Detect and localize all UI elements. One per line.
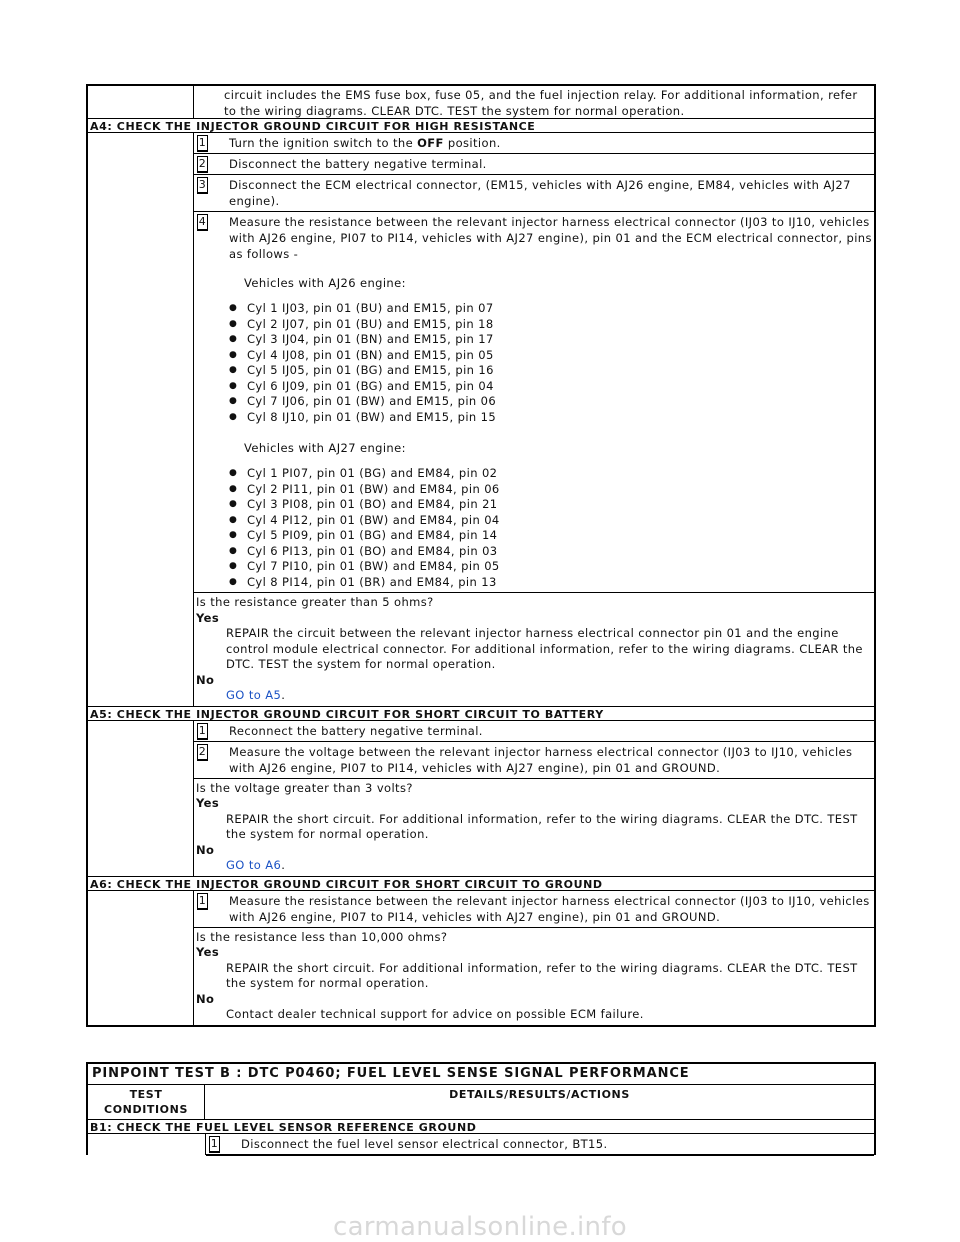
a5-header: A5: CHECK THE INJECTOR GROUND CIRCUIT FOR SHORT CIRCUIT TO BATTERY: [88, 706, 874, 720]
step-text: Disconnect the fuel level sensor electrical connector, BT15.: [241, 1137, 608, 1151]
yes-label: Yes: [196, 796, 220, 810]
yes-action: REPAIR the circuit between the relevant injector harness electrical connector pin 01 and the engine control module electrical connector. For additional information, refer to the wiring diagrams. CLEAR the DTC. TEST the system for normal operation.: [226, 626, 863, 671]
step-text: Disconnect the battery negative terminal.: [229, 157, 487, 171]
step-text: Disconnect the ECM electrical connector, (EM15, vehicles with AJ26 engine, EM84, vehicles with AJ27 engine).: [229, 178, 851, 208]
step-number: 2: [197, 156, 208, 173]
pinpoint-test-b-table: [86, 1062, 876, 1155]
watermark: carmanualsonline.info: [332, 1212, 627, 1242]
a5-step-1: [194, 721, 874, 742]
test-conditions-cell: [88, 721, 194, 876]
a6-body: [88, 890, 874, 1025]
punctuation: .: [281, 858, 286, 872]
continuation-row: [88, 86, 874, 118]
a5-step-2: [194, 742, 874, 779]
a4-header: A4: CHECK THE INJECTOR GROUND CIRCUIT FOR HIGH RESISTANCE: [88, 118, 874, 132]
test-conditions-cell: [88, 86, 194, 118]
question-text: Is the resistance greater than 5 ohms?: [196, 595, 434, 609]
a4-body: [88, 132, 874, 706]
step-text: Measure the resistance between the relevant injector harness electrical connector (IJ03 to IJ10, vehicles with AJ26 engine, PI07 to PI14, vehicles with AJ27 engine), pin 01 and GROUND.: [229, 893, 870, 924]
list-item: ● Cyl 3 PI08, pin 01 (BO) and EM84, pin 21: [229, 497, 872, 513]
list-item: ● Cyl 8 IJ10, pin 01 (BW) and EM15, pin 15: [229, 410, 872, 426]
list-item: ● Cyl 2 IJ07, pin 01 (BU) and EM15, pin 18: [229, 317, 872, 333]
yes-label: Yes: [196, 945, 220, 959]
no-label: No: [196, 672, 215, 687]
col-details: DETAILS/RESULTS/ACTIONS: [449, 1088, 630, 1101]
no-action: Contact dealer technical support for advice on possible ECM failure.: [226, 1007, 644, 1021]
list-item: ● Cyl 1 IJ03, pin 01 (BU) and EM15, pin 07: [229, 301, 872, 317]
punctuation: .: [281, 688, 286, 702]
yes-action: REPAIR the short circuit. For additional information, refer to the wiring diagrams. CLEAR the DTC. TEST the system for normal operation.: [226, 960, 858, 990]
list-item: ● Cyl 7 IJ06, pin 01 (BW) and EM15, pin 06: [229, 394, 872, 410]
a4-step-1: [194, 133, 874, 154]
a4-step-3: [194, 175, 874, 212]
a4-step-4: [194, 212, 874, 593]
aj27-pin-list: [229, 466, 872, 590]
go-to-a6-link[interactable]: GO to A6: [226, 858, 282, 872]
list-item: ● Cyl 4 IJ08, pin 01 (BN) and EM15, pin 05: [229, 348, 872, 364]
a5-result: [194, 779, 874, 876]
continuation-text: circuit includes the EMS fuse box, fuse 05, and the fuel injection relay. For additional information, refer to the wiring diagrams. CLEAR DTC. TEST the system for normal operation.: [224, 88, 858, 118]
a4-step-2: [194, 154, 874, 175]
list-item: ● Cyl 6 PI13, pin 01 (BO) and EM84, pin 03: [229, 544, 872, 560]
question-text: Is the resistance less than 10,000 ohms?: [196, 929, 448, 944]
list-item: ● Cyl 2 PI11, pin 01 (BW) and EM84, pin 06: [229, 482, 872, 498]
step-number: 1: [209, 1136, 220, 1153]
pinpoint-test-b-title: PINPOINT TEST B : DTC P0460; FUEL LEVEL SENSE SIGNAL PERFORMANCE: [92, 1066, 690, 1081]
aj27-label: Vehicles with AJ27 engine:: [244, 441, 406, 455]
list-item: ● Cyl 5 PI09, pin 01 (BG) and EM84, pin 14: [229, 528, 872, 544]
step-text: Turn the ignition switch to the: [229, 136, 418, 150]
go-to-a5-link[interactable]: GO to A5: [226, 688, 282, 702]
aj26-pin-list: [229, 301, 872, 425]
test-conditions-cell: [88, 133, 194, 706]
list-item: ● Cyl 6 IJ09, pin 01 (BG) and EM15, pin 04: [229, 379, 872, 395]
step-number: 2: [197, 744, 208, 761]
step-number: 1: [197, 723, 208, 740]
col-test-conditions: TEST CONDITIONS: [88, 1085, 205, 1119]
step-number: 3: [197, 177, 208, 194]
list-item: ● Cyl 1 PI07, pin 01 (BG) and EM84, pin 02: [229, 466, 872, 482]
step-text: Measure the resistance between the relevant injector harness electrical connector (IJ03 to IJ10, vehicles with AJ26 engine, PI07 to PI14, vehicles with AJ27 engine), pin 01 and the ECM electrical connector, pins as follows -: [229, 215, 872, 261]
no-label: No: [196, 991, 215, 1006]
yes-label: Yes: [196, 610, 220, 625]
a4-result: [194, 593, 874, 706]
b1-step-1: [206, 1134, 874, 1156]
a6-result: [194, 928, 874, 1025]
yes-action: REPAIR the short circuit. For additional information, refer to the wiring diagrams. CLEAR the DTC. TEST the system for normal operation.: [226, 811, 858, 841]
list-item: ● Cyl 4 PI12, pin 01 (BW) and EM84, pin 04: [229, 513, 872, 529]
b1-header: B1: CHECK THE FUEL LEVEL SENSOR REFERENCE GROUND: [88, 1119, 874, 1133]
step-text: Reconnect the battery negative terminal.: [229, 723, 483, 738]
b1-body: [88, 1133, 874, 1155]
column-headers: [88, 1084, 874, 1119]
step-number: 1: [197, 893, 208, 910]
a6-header: A6: CHECK THE INJECTOR GROUND CIRCUIT FOR SHORT CIRCUIT TO GROUND: [88, 876, 874, 890]
list-item: ● Cyl 3 IJ04, pin 01 (BN) and EM15, pin 17: [229, 332, 872, 348]
no-label: No: [196, 842, 215, 857]
list-item: ● Cyl 5 IJ05, pin 01 (BG) and EM15, pin 16: [229, 363, 872, 379]
test-conditions-cell: [88, 1134, 206, 1155]
a6-step-1: [194, 891, 874, 928]
question-text: Is the voltage greater than 3 volts?: [196, 780, 413, 795]
a5-body: [88, 720, 874, 876]
list-item: ● Cyl 8 PI14, pin 01 (BR) and EM84, pin 13: [229, 575, 872, 591]
test-conditions-cell: [88, 891, 194, 1025]
step-text-bold: OFF: [417, 136, 444, 150]
pinpoint-test-a-table: [86, 84, 876, 1027]
step-number: 4: [197, 214, 208, 231]
aj26-label: Vehicles with AJ26 engine:: [244, 276, 406, 290]
step-text: position.: [443, 136, 501, 150]
list-item: ● Cyl 7 PI10, pin 01 (BW) and EM84, pin 05: [229, 559, 872, 575]
step-number: 1: [197, 135, 208, 152]
step-text: Measure the voltage between the relevant injector harness electrical connector (IJ03 to IJ10, vehicles with AJ26 engine, PI07 to PI14, vehicles with AJ27 engine), pin 01 and GROUND.: [229, 744, 853, 775]
